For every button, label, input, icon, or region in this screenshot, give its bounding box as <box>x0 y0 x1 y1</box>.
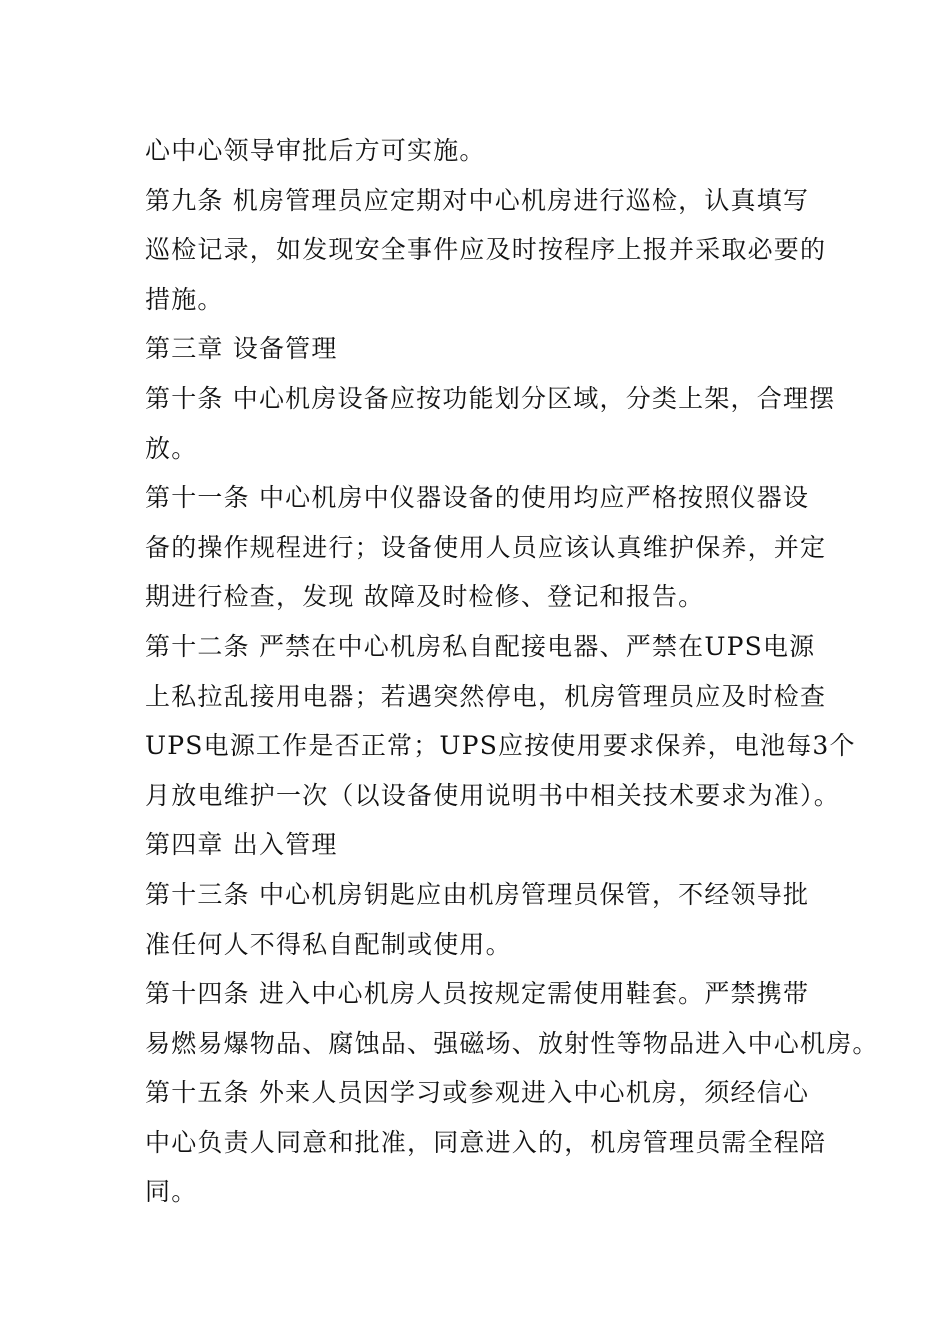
article-10-heading-line: 第十条 中心机房设备应按功能划分区域，分类上架，合理摆 <box>145 383 836 413</box>
article-12-heading-line: 第十二条 严禁在中心机房私自配接电器、严禁在UPS电源 <box>145 631 816 661</box>
article-15-heading-line: 第十五条 外来人员因学习或参观进入中心机房，须经信心 <box>145 1078 810 1108</box>
text-line: 心中心领导审批后方可实施。 <box>145 136 486 165</box>
article-11-heading-line: 第十一条 中心机房中仪器设备的使用均应严格按照仪器设 <box>145 483 810 513</box>
text-line: UPS电源工作是否正常；UPS应按使用要求保养，电池每3个 <box>145 731 856 761</box>
text-line: 易燃易爆物品、腐蚀品、强磁场、放射性等物品进入中心机房。 <box>145 1028 879 1058</box>
text-line: 同。 <box>145 1177 198 1207</box>
text-line: 巡检记录，如发现安全事件应及时按程序上报并采取必要的 <box>145 235 827 265</box>
text-line: 月放电维护一次（以设备使用说明书中相关技术要求为准）。 <box>145 780 840 810</box>
article-13-heading-line: 第十三条 中心机房钥匙应由机房管理员保管，不经领导批 <box>145 879 810 909</box>
article-9-heading-line: 第九条 机房管理员应定期对中心机房进行巡检，认真填写 <box>145 185 810 215</box>
text-line: 放。 <box>145 433 198 463</box>
text-line: 期进行检查，发现 故障及时检修、登记和报告。 <box>145 582 705 612</box>
text-line: 上私拉乱接用电器；若遇突然停电，机房管理员应及时检查 <box>145 681 827 711</box>
text-line: 措施。 <box>145 284 224 314</box>
text-line: 备的操作规程进行；设备使用人员应该认真维护保养，并定 <box>145 532 827 562</box>
article-14-heading-line: 第十四条 进入中心机房人员按规定需使用鞋套。严禁携带 <box>145 979 810 1009</box>
text-line: 准任何人不得私自配制或使用。 <box>145 929 512 959</box>
text-line: 中心负责人同意和批准，同意进入的，机房管理员需全程陪 <box>145 1127 827 1157</box>
document-body <box>145 126 879 1217</box>
chapter-3-heading: 第三章 设备管理 <box>145 334 338 364</box>
chapter-4-heading: 第四章 出入管理 <box>145 830 338 860</box>
